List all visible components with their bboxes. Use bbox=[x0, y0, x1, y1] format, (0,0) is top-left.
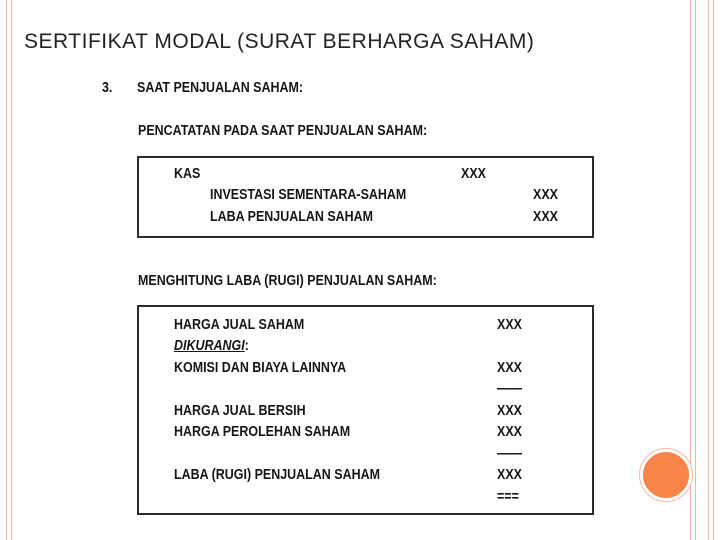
journal-credit: XXX bbox=[533, 209, 558, 225]
decorative-circle bbox=[640, 449, 692, 501]
section-number: 3. bbox=[102, 80, 113, 96]
journal-account: KAS bbox=[174, 166, 201, 182]
slide-frame-right bbox=[690, 0, 714, 540]
calc-value: XXX bbox=[497, 424, 522, 440]
slide-frame-left bbox=[6, 0, 12, 540]
slide-title: SERTIFIKAT MODAL (SURAT BERHARGA SAHAM) bbox=[24, 30, 535, 53]
calc-label: LABA (RUGI) PENJUALAN SAHAM bbox=[174, 467, 380, 483]
calc-value: XXX bbox=[497, 467, 522, 483]
calc-label: HARGA PEROLEHAN SAHAM bbox=[174, 424, 351, 440]
calc-rule: —— bbox=[497, 446, 522, 462]
section-title: SAAT PENJUALAN SAHAM: bbox=[137, 80, 304, 96]
calc-label: KOMISI DAN BIAYA LAINNYA bbox=[174, 360, 347, 376]
calc-rule: —— bbox=[497, 381, 522, 397]
calc-value: XXX bbox=[497, 360, 522, 376]
calculation-heading: MENGHITUNG LABA (RUGI) PENJUALAN SAHAM: bbox=[138, 273, 437, 289]
calc-label: DIKURANGI bbox=[174, 338, 245, 354]
journal-heading: PENCATATAN PADA SAAT PENJUALAN SAHAM: bbox=[138, 123, 428, 139]
calc-value: XXX bbox=[497, 403, 522, 419]
journal-debit: XXX bbox=[461, 166, 486, 182]
calc-label-suffix: : bbox=[244, 338, 249, 354]
calc-value: XXX bbox=[497, 317, 522, 333]
journal-account: INVESTASI SEMENTARA-SAHAM bbox=[210, 187, 407, 203]
calc-double-rule: === bbox=[497, 489, 519, 505]
journal-credit: XXX bbox=[533, 187, 558, 203]
journal-account: LABA PENJUALAN SAHAM bbox=[210, 209, 374, 225]
calc-label: HARGA JUAL SAHAM bbox=[174, 317, 305, 333]
calc-label-deduction bbox=[174, 338, 249, 354]
calc-label: HARGA JUAL BERSIH bbox=[174, 403, 306, 419]
